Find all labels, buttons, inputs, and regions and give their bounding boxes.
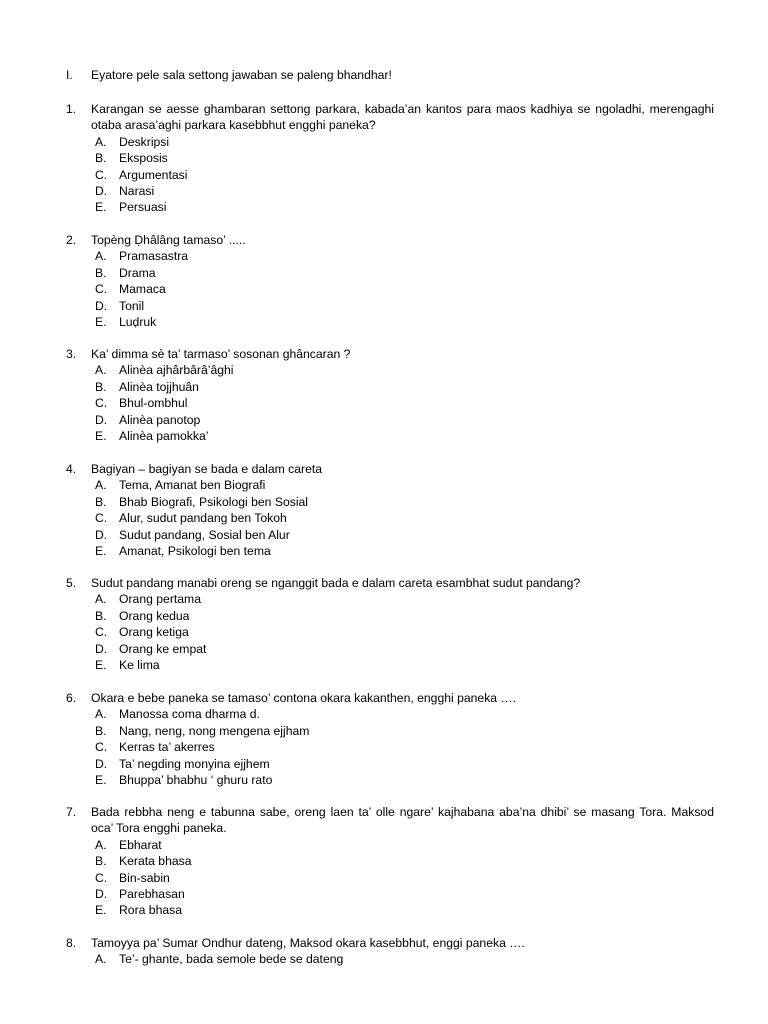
question-text: Sudut pandang manabi oreng se nganggit bada e dalam careta esambhat sudut pandang? xyxy=(91,576,581,590)
option-e: E. Luḍruk xyxy=(95,315,157,330)
question-6 xyxy=(66,690,714,788)
option-a: A. Ebharat xyxy=(95,837,162,852)
option-b: B. Nang, neng, nong mengena ejjham xyxy=(95,723,310,738)
question-2 xyxy=(66,232,714,330)
option-a: A. Deskripsi xyxy=(95,134,170,149)
option-e: E. Ke lima xyxy=(95,658,160,673)
question-7 xyxy=(66,804,714,919)
question-number: 1. xyxy=(66,102,77,116)
option-c: C. Kerras ta’ akerres xyxy=(95,740,215,755)
option-e: E. Persuasi xyxy=(95,200,167,215)
option-c: C. Mamaca xyxy=(95,282,166,297)
section-heading xyxy=(66,68,392,82)
option-a: A. Pramasastra xyxy=(95,249,189,264)
option-b: B. Bhab Biografi, Psikologi ben Sosial xyxy=(95,494,309,509)
question-number: 7. xyxy=(66,805,77,819)
option-a: A. Tema, Amanat ben Biografi xyxy=(95,478,266,493)
option-a: A. Alinèa ajhârbârâ’âghi xyxy=(95,363,234,378)
question-number: 8. xyxy=(66,936,77,950)
option-c: C. Alur, sudut pandang ben Tokoh xyxy=(95,511,287,526)
question-text: Tamoyya pa’ Sumar Ondhur dateng, Maksod okara kasebbhut, enggi paneka …. xyxy=(91,936,525,950)
question-text: Topèng Ḍhâlâng tamaso’ ..... xyxy=(91,233,246,247)
option-e: E. Amanat, Psikologi ben tema xyxy=(95,544,271,559)
question-number: 4. xyxy=(66,462,77,476)
option-b: B. Eksposis xyxy=(95,151,168,166)
section-number: I. xyxy=(66,68,73,82)
option-a: A. Te’- ghante, bada semole bede se dateng xyxy=(95,952,344,967)
question-text: Ka’ dimma sè ta’ tarmaso’ sosonan ghâncaran ? xyxy=(91,347,351,361)
option-d: D. Sudut pandang, Sosial ben Alur xyxy=(95,527,290,542)
option-d: D. Tonil xyxy=(95,298,145,313)
option-c: C. Bhul-ombhul xyxy=(95,396,188,411)
question-number: 5. xyxy=(66,576,77,590)
option-b: B. Alinèa tojjhuân xyxy=(95,379,199,394)
option-c: C. Orang ketiga xyxy=(95,625,189,640)
option-e: E. Bhuppa’ bhabhu ‘ ghuru rato xyxy=(95,773,273,788)
question-text: Bagiyan – bagiyan se bada e dalam careta xyxy=(91,462,323,476)
option-d: D. Ta’ negding monyina ejjhem xyxy=(95,756,270,771)
option-b: B. Kerata bhasa xyxy=(95,854,192,869)
option-c: C. Bin-sabin xyxy=(95,870,170,885)
option-d: D. Parebhasan xyxy=(95,887,185,902)
option-d: D. Orang ke empat xyxy=(95,641,207,656)
question-number: 6. xyxy=(66,691,77,705)
question-4 xyxy=(66,461,714,559)
option-b: B. Drama xyxy=(95,265,156,280)
question-3 xyxy=(66,346,714,444)
option-c: C. Argumentasi xyxy=(95,167,188,182)
option-e: E. Rora bhasa xyxy=(95,903,183,918)
question-text: Karangan se aesse ghambaran settong parkara, kabada’an kantos para maos kadhiya se ngoladhi, merengaghi otaba arasa’aghi parkara kasebbhut engghi paneka? xyxy=(91,102,714,133)
question-text: Bada rebbha neng e tabunna sabe, oreng laen ta’ olle ngare’ kajhabana aba’na dhibi’ se masang Tora. Maksod oca’ Tora engghi paneka. xyxy=(91,805,714,836)
option-d: D. Alinèa panotop xyxy=(95,412,201,427)
section-title: Eyatore pele sala settong jawaban se paleng bhandhar! xyxy=(91,68,392,82)
option-d: D. Narasi xyxy=(95,184,155,199)
question-1 xyxy=(66,101,714,216)
question-number: 2. xyxy=(66,233,77,247)
question-8 xyxy=(66,935,714,968)
option-a: A. Orang pertama xyxy=(95,592,201,607)
option-b: B. Orang kedua xyxy=(95,608,190,623)
question-number: 3. xyxy=(66,347,77,361)
option-e: E. Alinèa pamokka’ xyxy=(95,429,209,444)
question-text: Okara e bebe paneka se tamaso’ contona okara kakanthen, engghi paneka …. xyxy=(91,691,517,705)
option-a: A. Manossa coma dharma d. xyxy=(95,707,260,722)
question-5 xyxy=(66,575,714,673)
